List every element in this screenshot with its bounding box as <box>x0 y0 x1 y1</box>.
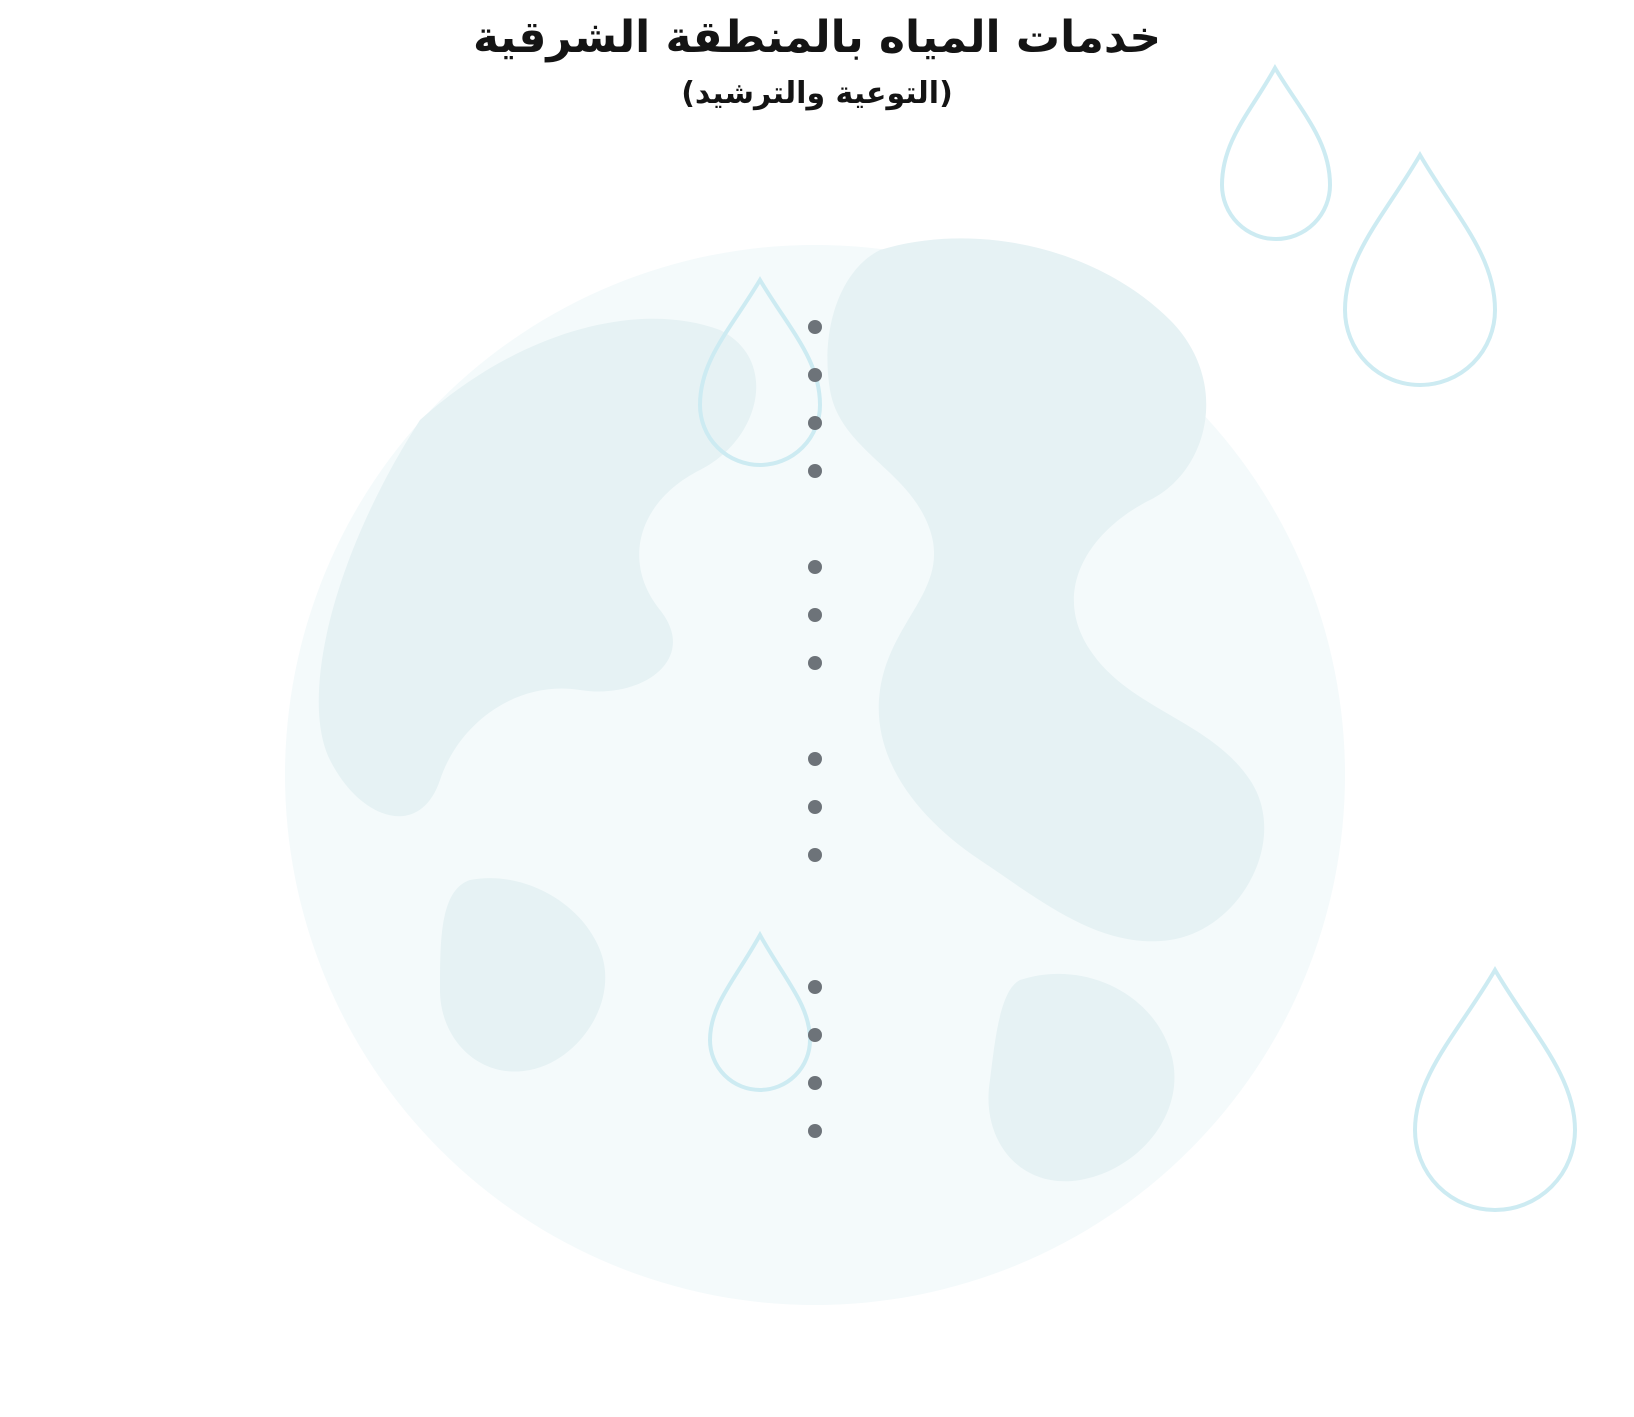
page-subtitle: (التوعية والترشيد) <box>681 76 953 111</box>
vertical-dotted-connector <box>808 250 824 1160</box>
page-title: خدمات المياه بالمنطقة الشرقية <box>472 12 1162 63</box>
